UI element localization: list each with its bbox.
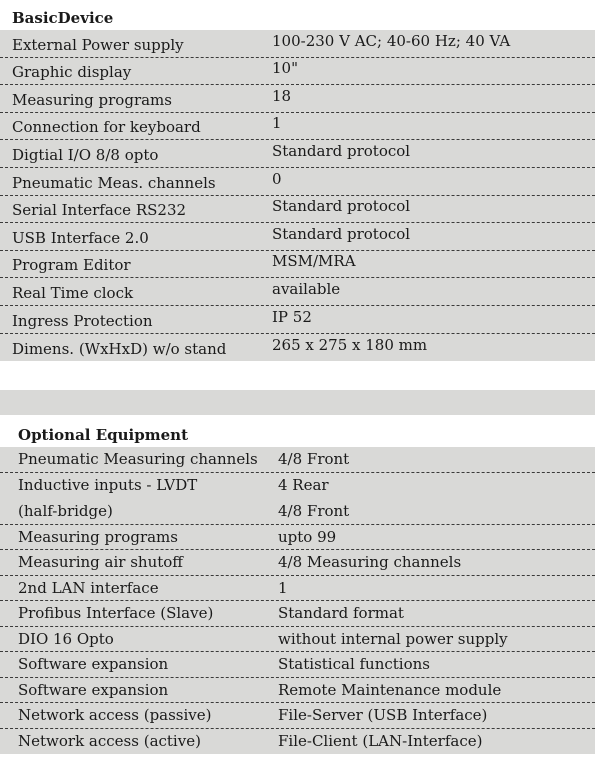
row-label: USB Interface 2.0 [12, 228, 149, 247]
row-label: Network access (passive) [18, 706, 212, 725]
row-value: 1 [278, 578, 288, 597]
table-row [0, 140, 595, 168]
table-row [0, 473, 595, 525]
table-row [0, 85, 595, 113]
row-value-line: 4/8 Front [278, 501, 350, 520]
row-label: DIO 16 Opto [18, 629, 114, 648]
table-row [0, 627, 595, 653]
table-row [0, 196, 595, 224]
table-row [0, 251, 595, 279]
table-row [0, 306, 595, 334]
row-value: 100-230 V AC; 40-60 Hz; 40 VA [272, 31, 511, 50]
row-label: Measuring air shutoff [18, 553, 183, 572]
row-value: File-Client (LAN-Interface) [278, 732, 483, 751]
row-value: upto 99 [278, 527, 337, 546]
table-row [0, 576, 595, 602]
row-value: 4/8 Measuring channels [278, 553, 462, 572]
row-value: Standard protocol [272, 197, 411, 216]
row-label: Network access (active) [18, 732, 201, 751]
row-value: 18 [272, 86, 292, 105]
row-value: without internal power supply [278, 629, 508, 648]
row-label [0, 473, 278, 524]
row-value: Statistical functions [278, 655, 430, 674]
row-label: Connection for keyboard [12, 118, 201, 137]
table-row [0, 678, 595, 704]
table-row [0, 30, 595, 58]
row-label: Software expansion [18, 680, 169, 699]
row-label: Profibus Interface (Slave) [18, 604, 214, 623]
row-label: External Power supply [12, 35, 184, 54]
table-row [0, 278, 595, 306]
optional-equipment-title: Optional Equipment [0, 415, 595, 447]
row-value: 4/8 Front [278, 450, 350, 469]
row-label: Measuring programs [12, 90, 172, 109]
table-row [0, 58, 595, 86]
row-label: Pneumatic Measuring channels [18, 450, 258, 469]
row-value-line: 4 Rear [278, 476, 329, 495]
basic-device-table [0, 0, 595, 361]
row-value: 265 x 275 x 180 mm [272, 336, 428, 355]
table-row [0, 703, 595, 729]
row-label: Graphic display [12, 63, 132, 82]
row-value: 0 [272, 169, 282, 188]
row-label-line: (half-bridge) [18, 501, 113, 520]
basic-device-title: BasicDevice [0, 0, 595, 30]
table-row [0, 601, 595, 627]
row-value: Remote Maintenance module [278, 680, 502, 699]
row-label: Ingress Protection [12, 311, 153, 330]
table-row [0, 550, 595, 576]
row-label: Real Time clock [12, 283, 134, 302]
row-label: 2nd LAN interface [18, 578, 159, 597]
row-value: Standard format [278, 604, 404, 623]
table-row [0, 223, 595, 251]
table-row [0, 113, 595, 141]
row-label: Serial Interface RS232 [12, 201, 187, 220]
row-value [278, 473, 349, 524]
row-label-line: Inductive inputs - LVDT [18, 476, 198, 495]
row-label: Dimens. (WxHxD) w/o stand [12, 340, 227, 359]
table-row [0, 652, 595, 678]
row-label: Pneumatic Meas. channels [12, 173, 216, 192]
optional-equipment-table [0, 415, 595, 754]
row-value: Standard protocol [272, 141, 411, 160]
row-value: Standard protocol [272, 224, 411, 243]
separator-band [0, 390, 595, 415]
row-label: Program Editor [12, 256, 131, 275]
table-row [0, 729, 595, 755]
table-row [0, 334, 595, 362]
row-label: Measuring programs [18, 527, 178, 546]
table-row [0, 168, 595, 196]
row-label: Digtial I/O 8/8 opto [12, 145, 159, 164]
row-value: 10" [272, 59, 298, 78]
row-value: MSM/MRA [272, 252, 356, 271]
row-value: IP 52 [272, 307, 312, 326]
table-row [0, 525, 595, 551]
table-row [0, 447, 595, 473]
row-value: File-Server (USB Interface) [278, 706, 488, 725]
row-label: Software expansion [18, 655, 169, 674]
row-value: 1 [272, 114, 282, 133]
row-value: available [272, 279, 341, 298]
